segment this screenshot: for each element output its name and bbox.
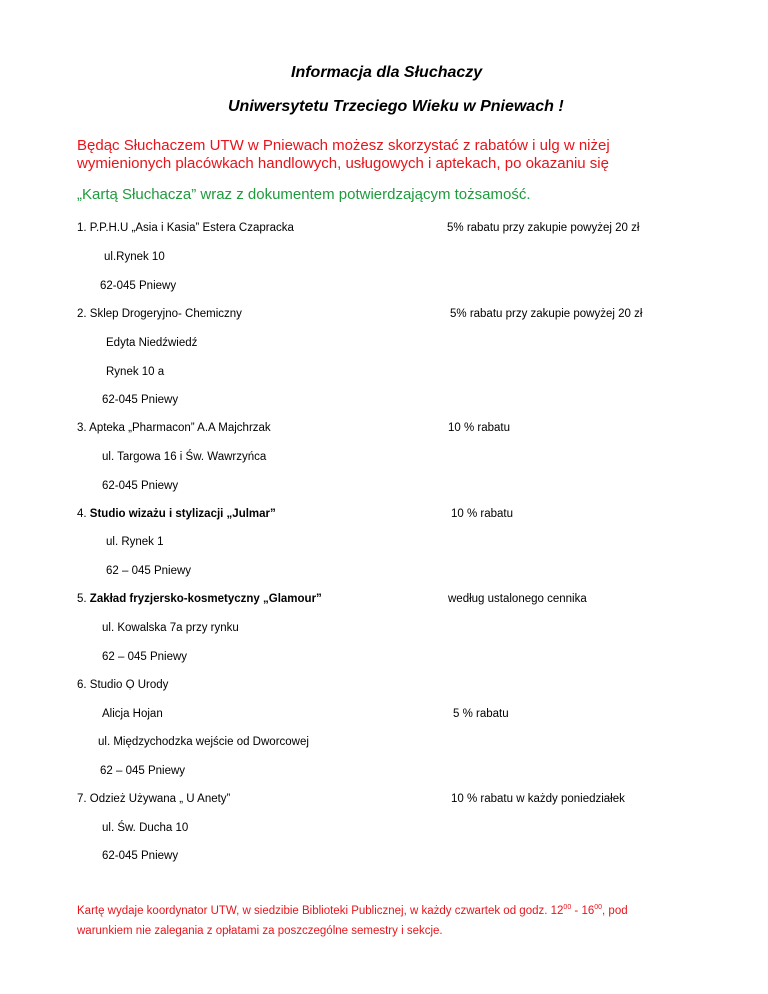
entry-3-street: ul. Targowa 16 i Św. Wawrzyńca (102, 451, 267, 463)
intro-line-2: wymienionych placówkach handlowych, usługowych i aptekach, po okazaniu się (77, 155, 609, 172)
entry-5-name (77, 593, 322, 605)
footer-text-2: - 16 (571, 904, 595, 917)
entry-6-street: ul. Międzychodzka wejście od Dworcowej (98, 736, 309, 748)
footer-text-3: , pod (602, 904, 628, 917)
entry-6-discount: 5 % rabatu (453, 708, 509, 720)
entry-5-discount: według ustalonego cennika (448, 593, 587, 605)
entry-4-street: ul. Rynek 1 (106, 536, 164, 548)
entry-6-owner: Alicja Hojan (102, 708, 163, 720)
entry-1-name: 1. P.P.H.U „Asia i Kasia” Estera Czapracka (77, 222, 294, 234)
card-line: „Kartą Słuchacza” wraz z dokumentem potwierdzającym tożsamość. (77, 186, 531, 203)
footer-text-1: Kartę wydaje koordynator UTW, w siedzibie Biblioteki Publicznej, w każdy czwartek od godz. 12 (77, 904, 564, 917)
footer-line-1 (77, 898, 628, 921)
entry-2-city: 62-045 Pniewy (102, 394, 179, 406)
entry-1-discount: 5% rabatu przy zakupie powyżej 20 zł (447, 222, 640, 234)
entry-3-name: 3. Apteka „Pharmacon” A.A Majchrzak (77, 422, 271, 434)
entry-5-number: 5. (77, 593, 90, 605)
entry-7-discount: 10 % rabatu w każdy poniedziałek (451, 793, 625, 805)
entry-4-name (77, 508, 276, 520)
entry-4-number: 4. (77, 508, 90, 520)
entry-6-city: 62 – 045 Pniewy (100, 765, 186, 777)
entry-6-name: 6. Studio Ọ Urody (77, 679, 169, 691)
intro-line-1: Będąc Słuchaczem UTW w Pniewach możesz skorzystać z rabatów i ulg w niżej (77, 137, 610, 154)
footer-sup-2: 00 (594, 904, 603, 911)
entry-4-discount: 10 % rabatu (451, 508, 514, 520)
entry-2-owner: Edyta Niedźwiedź (106, 337, 198, 349)
entry-7-city: 62-045 Pniewy (102, 850, 179, 862)
footer-line-2: warunkiem nie zalegania z opłatami za poszczególne semestry i sekcje. (77, 924, 443, 937)
entry-5-street: ul. Kowalska 7a przy rynku (102, 622, 239, 634)
footer-note (77, 898, 628, 941)
entry-7-street: ul. Św. Ducha 10 (102, 822, 189, 834)
entry-5-city: 62 – 045 Pniewy (102, 651, 188, 663)
entry-4-city: 62 – 045 Pniewy (106, 565, 192, 577)
entry-1-street: ul.Rynek 10 (104, 251, 165, 263)
entry-7-name: 7. Odzież Używana „ U Anety” (77, 793, 231, 805)
entry-2-street: Rynek 10 a (106, 366, 165, 378)
entry-3-discount: 10 % rabatu (448, 422, 511, 434)
title-line-2: Uniwersytetu Trzeciego Wieku w Pniewach ! (228, 98, 564, 115)
entry-1-city: 62-045 Pniewy (100, 280, 177, 292)
entry-3-city: 62-045 Pniewy (102, 480, 179, 492)
entry-5-business: Zakład fryzjersko-kosmetyczny „Glamour” (89, 593, 322, 605)
footer-sup-1: 00 (563, 904, 572, 911)
entry-4-business: Studio wizażu i stylizacji „Julmar” (89, 508, 276, 520)
title-line-1: Informacja dla Słuchaczy (291, 64, 483, 81)
entry-2-discount: 5% rabatu przy zakupie powyżej 20 zł (450, 308, 643, 320)
entry-2-name: 2. Sklep Drogeryjno- Chemiczny (77, 308, 242, 320)
